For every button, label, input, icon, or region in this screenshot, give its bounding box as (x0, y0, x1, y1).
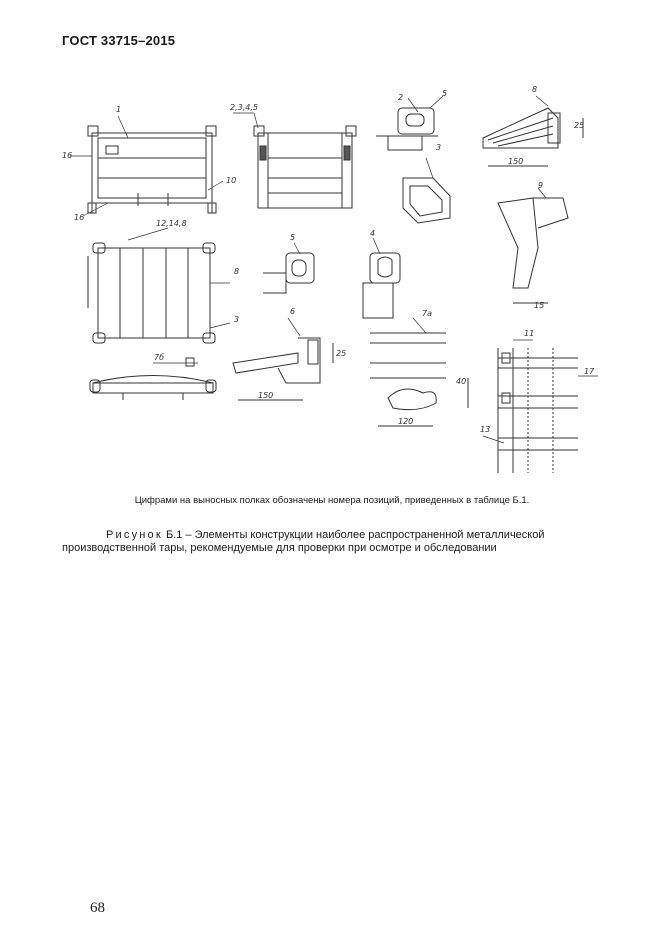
figure-note: Цифрами на выносных полках обозначены номера позиций, приведенных в таблице Б.1. (134, 495, 530, 506)
stacking-lug-detail-a (263, 243, 314, 293)
callout-150-top: 150 (508, 157, 524, 166)
callout-120: 120 (398, 417, 414, 426)
container-side-view (233, 113, 356, 208)
side-frame-detail (483, 340, 598, 473)
bracket-detail (233, 318, 333, 400)
callout-16-a: 16 (62, 151, 73, 160)
callout-17: 17 (584, 367, 595, 376)
callout-9: 9 (538, 181, 544, 190)
callout-2-3-4-5: 2,3,4,5 (230, 103, 258, 112)
caption-label: Рисунок (106, 529, 163, 541)
container-plan-view (88, 228, 230, 343)
callout-1: 1 (116, 105, 122, 114)
callout-6: 6 (290, 307, 296, 316)
document-header: ГОСТ 33715–2015 (62, 33, 176, 48)
callout-5: 5 (442, 89, 448, 98)
callout-4: 4 (370, 229, 376, 238)
callout-5-b: 5 (290, 233, 296, 242)
callout-16-b: 16 (74, 213, 85, 222)
callout-40: 40 (456, 377, 467, 386)
callout-7b: 7б (154, 353, 165, 362)
caption-number: Б.1 (165, 529, 183, 541)
top-edge-section (483, 96, 583, 166)
callout-3-b: 3 (234, 315, 240, 324)
callout-7a: 7а (422, 309, 432, 318)
technical-drawing (58, 78, 598, 478)
callout-2: 2 (398, 93, 404, 102)
callout-25-top: 25 (574, 121, 585, 130)
callout-150-b: 150 (258, 391, 274, 400)
caption-text: – Элементы конструкции наиболее распространенной металлической производственной тары, рекомендуемые для проверки при осмотре и обследовании (62, 529, 545, 554)
bent-strut-detail (498, 188, 568, 303)
container-bottom-view (90, 358, 216, 400)
stacking-lug-detail-b (363, 238, 400, 318)
callout-15: 15 (534, 301, 545, 310)
callout-8-top: 8 (532, 85, 538, 94)
page-number: 68 (90, 900, 105, 916)
lifting-eye-detail (376, 96, 443, 150)
shelf-deformation-detail (370, 318, 468, 426)
callout-8-b: 8 (234, 267, 240, 276)
callout-25-b: 25 (336, 349, 347, 358)
callout-11: 11 (524, 329, 535, 338)
callout-10: 10 (226, 176, 237, 185)
corner-fitting-detail (403, 158, 450, 223)
container-front-view (70, 116, 223, 216)
callout-13: 13 (480, 425, 491, 434)
callout-3-a: 3 (436, 143, 442, 152)
callout-12-14-8: 12,14,8 (156, 219, 187, 228)
callout-labels (62, 85, 595, 434)
figure-caption (62, 529, 607, 555)
